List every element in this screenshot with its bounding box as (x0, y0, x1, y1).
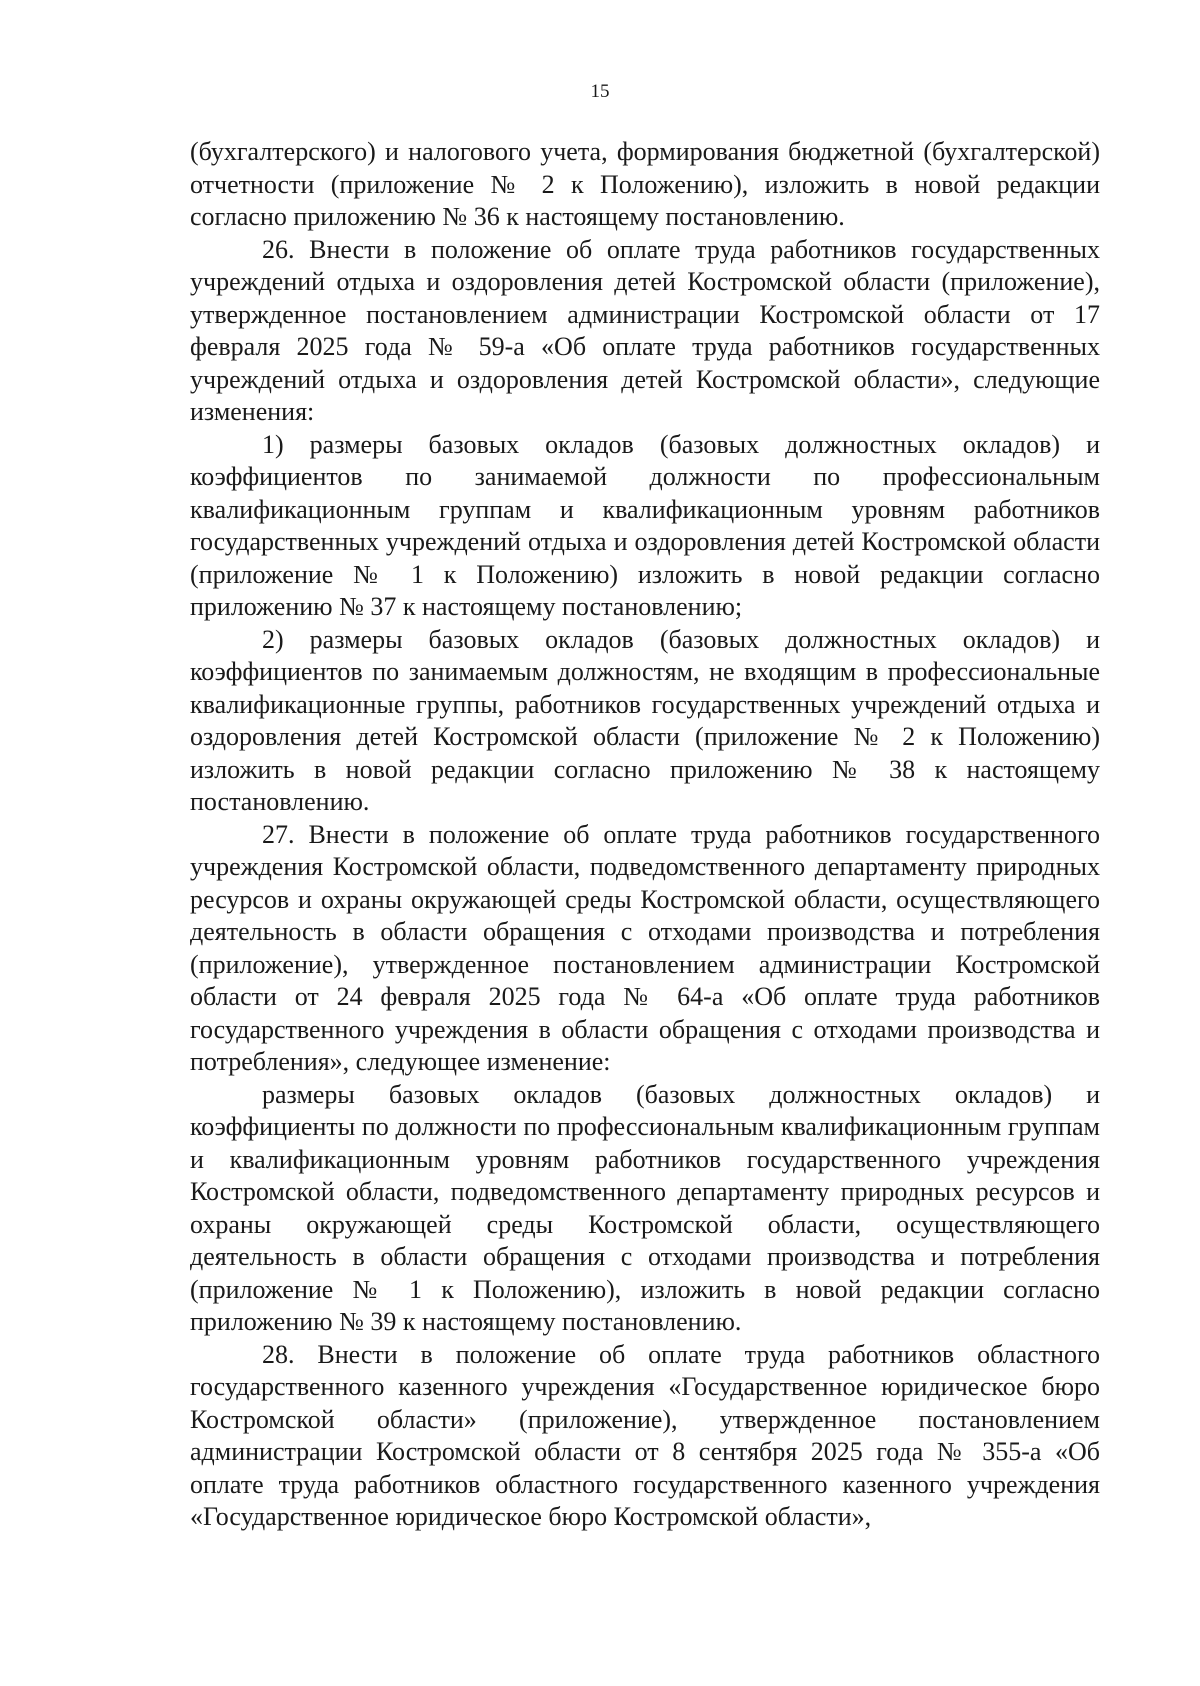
paragraph-item-26: 26. Внести в положение об оплате труда работников государственных учреждений отдыха и оздоровления детей Костромской области (приложение), утвержденное постановлением администрации Костромской области от 17 февраля 2025 года № 59-а «Об оплате труда работников государственных учреждений отдыха и оздоровления детей Костромской области», следующие изменения: (190, 234, 1100, 426)
paragraph-item-27: 27. Внести в положение об оплате труда работников государственного учреждения Костромской области, подведомственного департаменту природных ресурсов и охраны окружающей среды Костромской области, осуществляющего деятельность в области обращения с отходами производства и потребления (приложение), утвержденное постановлением администрации Костромской области от 24 февраля 2025 года № 64-а «Об оплате труда работников государственного учреждения в области обращения с отходами производства и потребления», следующее изменение: (190, 819, 1100, 1076)
document-body (190, 136, 1100, 1534)
paragraph-continuation: (бухгалтерского) и налогового учета, формирования бюджетной (бухгалтерской) отчетности (приложение № 2 к Положению), изложить в новой редакции согласно приложению № 36 к настоящему постановлению. (190, 137, 1100, 231)
page-number: 15 (590, 81, 610, 102)
paragraph-item-26-1: 1) размеры базовых окладов (базовых должностных окладов) и коэффициентов по занимаемой должности по профессиональным квалификационным группам и квалификационным уровням работников государственных учреждений отдыха и оздоровления детей Костромской области (приложение № 1 к Положению) изложить в новой редакции согласно приложению № 37 к настоящему постановлению; (190, 429, 1100, 621)
paragraph-item-27-change: размеры базовых окладов (базовых должностных окладов) и коэффициенты по должности по профессиональным квалификационным группам и квалификационным уровням работников государственного учреждения Костромской области, подведомственного департаменту природных ресурсов и охраны окружающей среды Костромской области, осуществляющего деятельность в области обращения с отходами производства и потребления (приложение № 1 к Положению), изложить в новой редакции согласно приложению № 39 к настоящему постановлению. (190, 1079, 1100, 1336)
paragraph-item-28: 28. Внести в положение об оплате труда работников областного государственного казенного учреждения «Государственное юридическое бюро Костромской области» (приложение), утвержденное постановлением администрации Костромской области от 8 сентября 2025 года № 355-а «Об оплате труда работников областного государственного казенного учреждения «Государственное юридическое бюро Костромской области», (190, 1339, 1100, 1531)
paragraph-item-26-2: 2) размеры базовых окладов (базовых должностных окладов) и коэффициентов по занимаемым должностям, не входящим в профессиональные квалификационные группы, работников государственных учреждений отдыха и оздоровления детей Костромской области (приложение № 2 к Положению) изложить в новой редакции согласно приложению № 38 к настоящему постановлению. (190, 624, 1100, 816)
